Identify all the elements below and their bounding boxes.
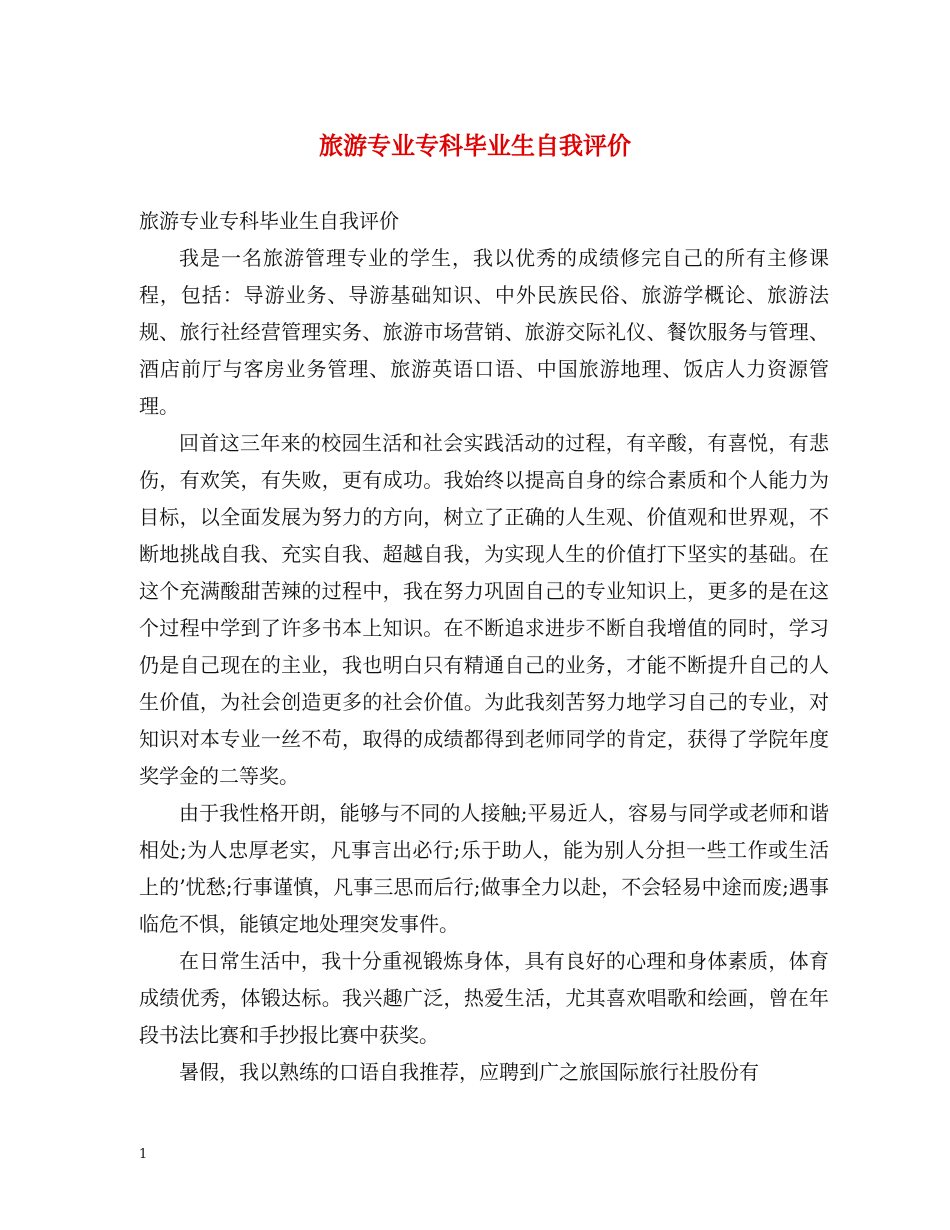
paragraph-daily-life: 在日常生活中，我十分重视锻炼身体，具有良好的心理和身体素质，体育成绩优秀，体锻达标。我兴趣广泛，热爱生活，尤其喜欢唱歌和绘画，曾在年段书法比赛和手抄报比赛中获奖。 — [139, 949, 829, 1047]
document-subtitle: 旅游专业专科毕业生自我评价 — [139, 209, 399, 233]
paragraph-courses: 我是一名旅游管理专业的学生，我以优秀的成绩修完自己的所有主修课程，包括：导游业务、导游基础知识、中外民族民俗、旅游学概论、旅游法规、旅行社经营管理实务、旅游市场营销、旅游交际礼仪、餐饮服务与管理、酒店前厅与客房业务管理、旅游英语口语、中国旅游地理、饭店人力资源管理。 — [139, 246, 829, 418]
document-title: 旅游专业专科毕业生自我评价 — [319, 131, 631, 160]
paragraph-personality: 由于我性格开朗，能够与不同的人接触;平易近人，容易与同学或老师和谐相处;为人忠厚老实，凡事言出必行;乐于助人，能为别人分担一些工作或生活上的’忧愁;行事谨慎，凡事三思而后行;做事全力以赴，不会轻易中途而废;遇事临危不惧，能镇定地处理突发事件。 — [139, 801, 829, 936]
paragraph-summer-job: 暑假，我以熟练的口语自我推荐，应聘到广之旅国际旅行社股份有 — [179, 1060, 759, 1084]
page-number: 1 — [139, 1147, 148, 1162]
paragraph-campus-life: 回首这三年来的校园生活和社会实践活动的过程，有辛酸，有喜悦，有悲伤，有欢笑，有失败，更有成功。我始终以提高自身的综合素质和个人能力为目标，以全面发展为努力的方向，树立了正确的人生观、价值观和世界观，不断地挑战自我、充实自我、超越自我，为实现人生的价值打下坚实的基础。在这个充满酸甜苦辣的过程中，我在努力巩固自己的专业知识上，更多的是在这个过程中学到了许多书本上知识。在不断追求进步不断自我增值的同时，学习仍是自己现在的主业，我也明白只有精通自己的业务，才能不断提升自己的人生价值，为社会创造更多的社会价值。为此我刻苦努力地学习自己的专业，对知识对本专业一丝不苟，取得的成绩都得到老师同学的肯定，获得了学院年度奖学金的二等奖。 — [139, 431, 829, 788]
document-body — [139, 203, 829, 1091]
